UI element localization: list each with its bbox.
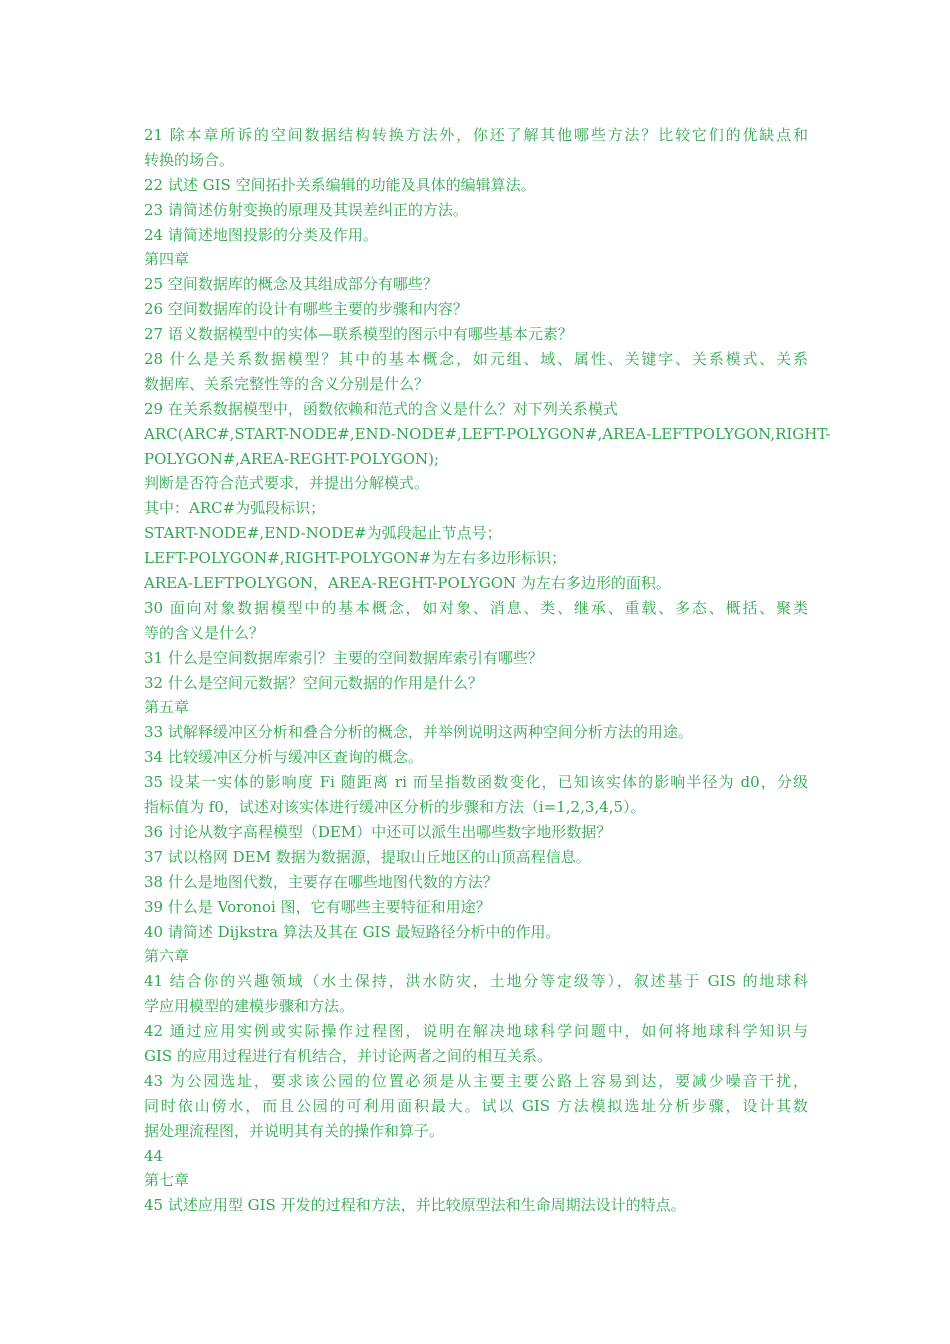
text-line: 33 试解释缓冲区分析和叠合分析的概念，并举例说明这两种空间分析方法的用途。 bbox=[144, 723, 693, 742]
text-line: POLYGON#,AREA-REGHT-POLYGON); bbox=[144, 449, 440, 468]
text-line: 32 什么是空间元数据？空间元数据的作用是什么？ bbox=[144, 673, 483, 692]
text-line: 44 bbox=[144, 1146, 164, 1165]
text-line: AREA-LEFTPOLYGON，AREA-REGHT-POLYGON 为左右多边形的面积。 bbox=[144, 574, 671, 593]
text-line: 39 什么是 Voronoi 图，它有哪些主要特征和用途？ bbox=[144, 897, 491, 916]
text-line: 41 结合你的兴趣领域（水土保持，洪水防灾，土地分等定级等），叙述基于 GIS 的地球科 bbox=[144, 972, 808, 991]
text-line: 37 试以格网 DEM 数据为数据源，提取山丘地区的山顶高程信息。 bbox=[144, 847, 591, 866]
text-line: 其中：ARC#为弧段标识； bbox=[144, 499, 326, 518]
text-line: 学应用模型的建模步骤和方法。 bbox=[144, 997, 355, 1016]
text-line: 31 什么是空间数据库索引？主要的空间数据库索引有哪些？ bbox=[144, 648, 543, 667]
text-line: 等的含义是什么？ bbox=[144, 623, 265, 642]
text-line: 22 试述 GIS 空间拓扑关系编辑的功能及具体的编辑算法。 bbox=[144, 175, 536, 194]
text-line: 第七章 bbox=[144, 1171, 190, 1190]
text-line: LEFT-POLYGON#,RIGHT-POLYGON#为左右多边形标识； bbox=[144, 549, 567, 568]
text-line: 指标值为 f0，试述对该实体进行缓冲区分析的步骤和方法（i=1,2,3,4,5）。 bbox=[144, 798, 646, 817]
text-line: 28 什么是关系数据模型？其中的基本概念，如元组、域、属性、关键字、关系模式、关系 bbox=[144, 350, 808, 369]
text-line: 34 比较缓冲区分析与缓冲区查询的概念。 bbox=[144, 748, 423, 767]
text-line: 36 讨论从数字高程模型（DEM）中还可以派生出哪些数字地形数据？ bbox=[144, 822, 612, 841]
text-line: 21 除本章所诉的空间数据结构转换方法外，你还了解其他哪些方法？比较它们的优缺点和 bbox=[144, 126, 808, 144]
text-line: 35 设某一实体的影响度 Fi 随距离 ri 而呈指数函数变化，已知该实体的影响半径为 d0，分级 bbox=[144, 773, 808, 792]
text-line: 40 请简述 Dijkstra 算法及其在 GIS 最短路径分析中的作用。 bbox=[144, 922, 561, 941]
text-line: 30 面向对象数据模型中的基本概念，如对象、消息、类、继承、重载、多态、概括、聚类 bbox=[144, 598, 808, 617]
text-line: ARC(ARC#,START-NODE#,END-NODE#,LEFT-POLYGON#,AREA-LEFTPOLYGON,RIGHT- bbox=[144, 424, 831, 443]
text-line: START-NODE#,END-NODE#为弧段起止节点号； bbox=[144, 524, 502, 543]
text-line: 24 请简述地图投影的分类及作用。 bbox=[144, 225, 378, 244]
text-line: 27 语义数据模型中的实体—联系模型的图示中有哪些基本元素？ bbox=[144, 325, 573, 344]
text-line: 第四章 bbox=[144, 250, 190, 269]
text-line: 45 试述应用型 GIS 开发的过程和方法，并比较原型法和生命周期法设计的特点。 bbox=[144, 1196, 686, 1215]
text-line: 据处理流程图，并说明其有关的操作和算子。 bbox=[144, 1121, 445, 1140]
text-line: 25 空间数据库的概念及其组成部分有哪些？ bbox=[144, 275, 438, 294]
text-line: 第六章 bbox=[144, 947, 190, 966]
text-line: GIS 的应用过程进行有机结合，并讨论两者之间的相互关系。 bbox=[144, 1046, 552, 1065]
text-line: 38 什么是地图代数，主要存在哪些地图代数的方法？ bbox=[144, 872, 498, 891]
text-line: 转换的场合。 bbox=[144, 150, 235, 169]
text-line: 判断是否符合范式要求，并提出分解模式。 bbox=[144, 474, 430, 493]
text-line: 第五章 bbox=[144, 698, 190, 717]
text-line: 43 为公园选址，要求该公园的位置必须是从主要主要公路上容易到达，要减少噪音干扰， bbox=[144, 1071, 808, 1090]
text-line: 数据库、关系完整性等的含义分别是什么？ bbox=[144, 374, 430, 393]
text-line: 23 请简述仿射变换的原理及其误差纠正的方法。 bbox=[144, 200, 468, 219]
text-line: 26 空间数据库的设计有哪些主要的步骤和内容？ bbox=[144, 300, 468, 319]
text-line: 42 通过应用实例或实际操作过程图，说明在解决地球科学问题中，如何将地球科学知识与 bbox=[144, 1022, 808, 1041]
document-body bbox=[144, 123, 831, 1218]
text-line: 29 在关系数据模型中，函数依赖和范式的含义是什么？对下列关系模式 bbox=[144, 399, 618, 418]
text-line: 同时依山傍水，而且公园的可利用面积最大。试以 GIS 方法模拟选址分析步骤，设计其数 bbox=[144, 1096, 808, 1115]
